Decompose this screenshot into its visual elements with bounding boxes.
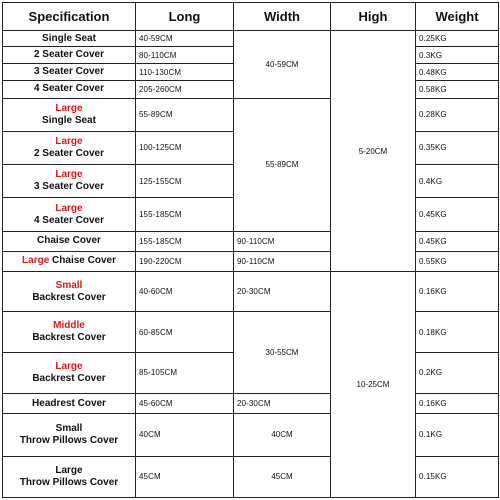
size-qualifier: Large xyxy=(55,360,83,372)
spec-name-label: Chaise Cover xyxy=(52,255,116,267)
long-value: 125-155CM xyxy=(136,165,234,198)
weight-value: 0.4KG xyxy=(416,165,499,198)
spec-name-label: Throw Pillows Cover xyxy=(19,476,119,488)
long-value: 40-60CM xyxy=(136,272,234,312)
width-value: 30-55CM xyxy=(234,312,331,394)
size-qualifier: Large xyxy=(55,464,83,476)
long-value: 110-130CM xyxy=(136,64,234,81)
header-long: Long xyxy=(136,3,234,31)
spec-name xyxy=(3,394,136,414)
table-row xyxy=(3,456,499,497)
long-value: 190-220CM xyxy=(136,251,234,271)
spec-name-label: Throw Pillows Cover xyxy=(19,434,119,446)
table-row xyxy=(3,231,499,251)
size-qualifier: Large xyxy=(55,135,83,147)
long-value: 100-125CM xyxy=(136,131,234,164)
long-value: 155-185CM xyxy=(136,198,234,231)
width-value: 40-59CM xyxy=(234,31,331,99)
long-value: 205-260CM xyxy=(136,81,234,98)
width-value: 20-30CM xyxy=(234,394,331,414)
weight-value: 0.25KG xyxy=(416,31,499,47)
spec-name-label: 2 Seater Cover xyxy=(33,49,105,61)
long-value: 45-60CM xyxy=(136,394,234,414)
spec-sheet xyxy=(2,2,498,498)
long-value: 55-89CM xyxy=(136,98,234,131)
spec-name xyxy=(3,64,136,81)
spec-name xyxy=(3,272,136,312)
weight-value: 0.45KG xyxy=(416,198,499,231)
weight-value: 0.28KG xyxy=(416,98,499,131)
spec-name-label: Single Seat xyxy=(42,32,96,44)
size-qualifier: Small xyxy=(55,279,83,291)
header-specification: Specification xyxy=(3,3,136,31)
width-value: 90-110CM xyxy=(234,231,331,251)
table-row xyxy=(3,394,499,414)
table-row xyxy=(3,414,499,456)
spec-name-label: Headrest Cover xyxy=(32,397,106,409)
spec-name xyxy=(3,165,136,198)
weight-value: 0.16KG xyxy=(416,272,499,312)
weight-value: 0.15KG xyxy=(416,456,499,497)
width-value: 45CM xyxy=(234,456,331,497)
spec-name-label: 4 Seater Cover xyxy=(33,83,105,95)
high-value: 5-20CM xyxy=(331,31,416,272)
spec-name xyxy=(3,98,136,131)
spec-name-label: Backrest Cover xyxy=(32,372,106,384)
spec-name xyxy=(3,131,136,164)
spec-name xyxy=(3,47,136,64)
high-value: 10-25CM xyxy=(331,272,416,498)
weight-value: 0.1KG xyxy=(416,414,499,456)
size-qualifier: Small xyxy=(55,422,83,434)
width-value: 90-110CM xyxy=(234,251,331,271)
spec-name-label: Chaise Cover xyxy=(37,235,101,247)
spec-name-label: 4 Seater Cover xyxy=(33,214,105,226)
specification-table xyxy=(2,2,499,498)
weight-value: 0.45KG xyxy=(416,231,499,251)
spec-name xyxy=(3,414,136,456)
size-qualifier: Large xyxy=(55,202,83,214)
long-value: 45CM xyxy=(136,456,234,497)
spec-name xyxy=(3,251,136,271)
weight-value: 0.58KG xyxy=(416,81,499,98)
spec-name xyxy=(3,231,136,251)
width-value: 40CM xyxy=(234,414,331,456)
weight-value: 0.35KG xyxy=(416,131,499,164)
spec-name xyxy=(3,198,136,231)
long-value: 80-110CM xyxy=(136,47,234,64)
long-value: 155-185CM xyxy=(136,231,234,251)
long-value: 40CM xyxy=(136,414,234,456)
weight-value: 0.2KG xyxy=(416,352,499,393)
spec-name xyxy=(3,312,136,352)
header-width: Width xyxy=(234,3,331,31)
long-value: 85-105CM xyxy=(136,352,234,393)
spec-name xyxy=(3,352,136,393)
size-qualifier: Large xyxy=(55,169,83,181)
width-value: 20-30CM xyxy=(234,272,331,312)
table-row xyxy=(3,312,499,352)
spec-name-label: 3 Seater Cover xyxy=(33,66,105,78)
table-row xyxy=(3,251,499,271)
size-qualifier: Large xyxy=(55,102,83,114)
spec-name-label: Backrest Cover xyxy=(32,291,106,303)
spec-name-label: 2 Seater Cover xyxy=(33,147,105,159)
spec-name xyxy=(3,81,136,98)
weight-value: 0.48KG xyxy=(416,64,499,81)
long-value: 40-59CM xyxy=(136,31,234,47)
spec-name xyxy=(3,31,136,47)
spec-name-label: Single Seat xyxy=(42,114,96,126)
weight-value: 0.3KG xyxy=(416,47,499,64)
spec-name xyxy=(3,456,136,497)
table-row xyxy=(3,98,499,131)
spec-name-label: 3 Seater Cover xyxy=(33,181,105,193)
table-row xyxy=(3,272,499,312)
size-qualifier: Middle xyxy=(53,320,85,332)
weight-value: 0.18KG xyxy=(416,312,499,352)
long-value: 60-85CM xyxy=(136,312,234,352)
width-value: 55-89CM xyxy=(234,98,331,231)
weight-value: 0.55KG xyxy=(416,251,499,271)
size-qualifier: Large xyxy=(22,255,50,267)
table-row xyxy=(3,31,499,47)
header-high: High xyxy=(331,3,416,31)
header-weight: Weight xyxy=(416,3,499,31)
header-row xyxy=(3,3,499,31)
spec-name-label: Backrest Cover xyxy=(32,332,106,344)
weight-value: 0.16KG xyxy=(416,394,499,414)
